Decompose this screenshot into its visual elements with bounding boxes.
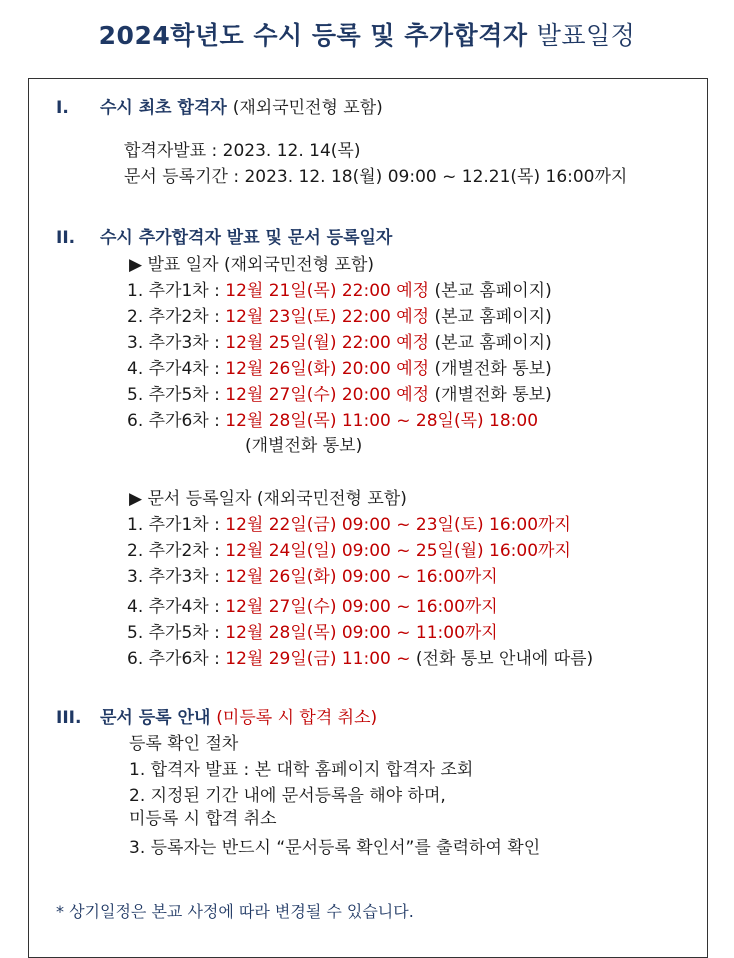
announce-row-label: 4. 추가4차 :: [127, 359, 226, 379]
section3-line-4: 미등록 시 합격 취소: [129, 809, 277, 829]
page-title-tail: 발표일정: [536, 21, 636, 50]
register-row-time: 12월 22일(금) 09:00 ~ 23일(토) 16:00까지: [225, 515, 571, 535]
register-row-2: [127, 536, 571, 561]
announce-row-note: (개별전화 통보): [429, 385, 552, 405]
section1-note: (재외국민전형 포함): [232, 98, 383, 118]
section3-warning: (미등록 시 합격 취소): [216, 708, 378, 728]
announce-row-note: (본교 홈페이지): [429, 307, 552, 327]
section2-header: [56, 223, 392, 248]
register-heading: ▶ 문서 등록일자 (재외국민전형 포함): [129, 489, 407, 509]
register-row-label: 4. 추가4차 :: [127, 597, 226, 617]
announce-row-4: [127, 354, 552, 379]
register-row-time: 12월 27일(수) 09:00 ~ 16:00까지: [225, 597, 498, 617]
announce-row-5: [127, 380, 552, 405]
section3-line-1: 등록 확인 절차: [129, 734, 239, 754]
section2-title: 수시 추가합격자 발표 및 문서 등록일자: [100, 228, 393, 248]
register-row-time: 12월 28일(목) 09:00 ~ 11:00까지: [225, 623, 498, 643]
announce-row-time: 12월 25일(월) 22:00 예정: [225, 333, 430, 353]
announce-row-label: 1. 추가1차 :: [127, 281, 226, 301]
announce-row-time: 12월 26일(화) 20:00 예정: [225, 359, 430, 379]
announce-row-time: 12월 27일(수) 20:00 예정: [225, 385, 430, 405]
section2-num: II.: [56, 228, 76, 248]
register-row-5: [127, 618, 498, 643]
register-row-note: (전화 통보 안내에 따름): [410, 649, 594, 669]
register-row-label: 3. 추가3차 :: [127, 567, 226, 587]
register-row-time: 12월 26일(화) 09:00 ~ 16:00까지: [225, 567, 498, 587]
announce-row-time: 12월 28일(목) 11:00 ~ 28일(목) 18:00: [225, 411, 539, 431]
footnote: * 상기일정은 본교 사정에 따라 변경될 수 있습니다.: [56, 902, 414, 921]
section3-num: III.: [56, 708, 82, 728]
announce-row-note: (개별전화 통보): [429, 359, 552, 379]
section1-header: [56, 93, 383, 118]
section3-line-3: 2. 지정된 기간 내에 문서등록을 해야 하며,: [129, 786, 446, 806]
announce-row-label: 5. 추가5차 :: [127, 385, 226, 405]
section3-line-5: 3. 등록자는 반드시 “문서등록 확인서”를 출력하여 확인: [129, 838, 541, 858]
announce-row-3: [127, 328, 552, 353]
register-row-6: [127, 644, 593, 669]
announce-row-time: 12월 21일(목) 22:00 예정: [225, 281, 430, 301]
announce-row-note: (본교 홈페이지): [429, 333, 552, 353]
schedule-box: [28, 78, 708, 958]
announce-row-label: 2. 추가2차 :: [127, 307, 226, 327]
section1-title: 수시 최초 합격자: [100, 98, 227, 118]
announce-row-label: 3. 추가3차 :: [127, 333, 226, 353]
announce-heading: ▶ 발표 일자 (재외국민전형 포함): [129, 255, 375, 275]
section1-line-2: 문서 등록기간 : 2023. 12. 18(월) 09:00 ~ 12.21(목) 16:00까지: [124, 167, 628, 187]
announce-row-6-extra: (개별전화 통보): [245, 436, 363, 456]
register-row-time: 12월 29일(금) 11:00 ~: [225, 649, 411, 669]
section3-header: [56, 703, 377, 728]
register-row-label: 2. 추가2차 :: [127, 541, 226, 561]
section1-line-1: 합격자발표 : 2023. 12. 14(목): [124, 141, 361, 161]
announce-row-time: 12월 23일(토) 22:00 예정: [225, 307, 430, 327]
announce-row-1: [127, 276, 552, 301]
register-row-time: 12월 24일(일) 09:00 ~ 25일(월) 16:00까지: [225, 541, 571, 561]
section1-num: I.: [56, 98, 69, 118]
announce-row-label: 6. 추가6차 :: [127, 411, 226, 431]
section3-title: 문서 등록 안내: [100, 708, 211, 728]
register-row-label: 5. 추가5차 :: [127, 623, 226, 643]
section3-line-2: 1. 합격자 발표 : 본 대학 홈페이지 합격자 조회: [129, 760, 474, 780]
announce-row-2: [127, 302, 552, 327]
register-row-4: [127, 592, 498, 617]
register-row-1: [127, 510, 571, 535]
page-title: [0, 16, 734, 52]
register-row-label: 1. 추가1차 :: [127, 515, 226, 535]
register-row-3: [127, 562, 498, 587]
announce-row-6: [127, 406, 538, 431]
register-row-label: 6. 추가6차 :: [127, 649, 226, 669]
announce-row-note: (본교 홈페이지): [429, 281, 552, 301]
page-title-main: 2024학년도 수시 등록 및 추가합격자: [98, 21, 528, 50]
